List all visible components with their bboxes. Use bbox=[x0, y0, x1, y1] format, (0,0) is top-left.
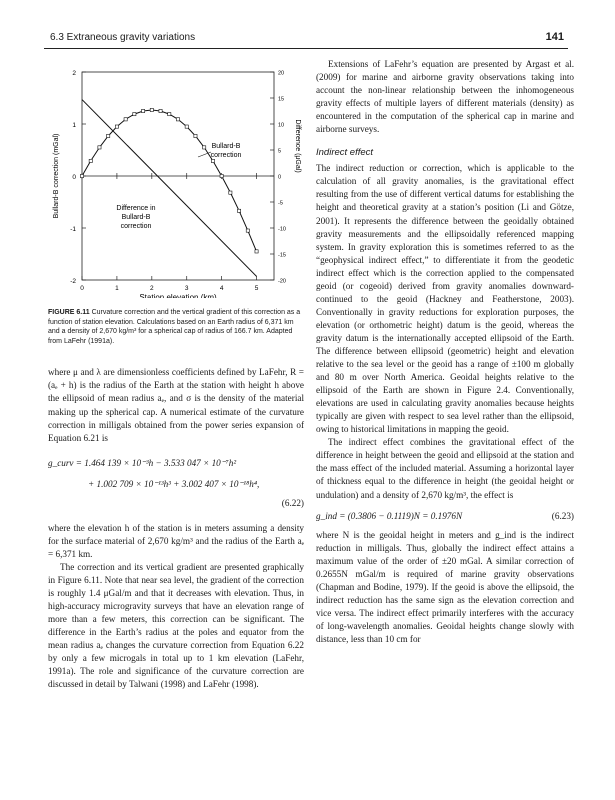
y-right-tick-label: -15 bbox=[278, 252, 286, 259]
x-tick-label: 0 bbox=[80, 285, 84, 292]
y-right-tick-label: 5 bbox=[278, 148, 282, 155]
paragraph: The correction and its vertical gradient are presented graphically in Figure 6.11. Note that near sea level, the gradient of the correction is roughly 1.4 μGal/m and that it decreases with elevation. Thus, in high-accuracy microgravity surveys that have an elevation range of more than a few meters, this correction can be significant. The difference in the Earth’s radius at the poles and equator from the mean radius aₑ changes the curvature correction from Equation 6.22 by only a few microgals in total up to 1 km elevation (LaFehr, 1991a). The role and significance of the curvature correction are discussed in detail by Talwani (1998) and LaFehr (1998). bbox=[48, 561, 304, 690]
annotation-bullard-b: Bullard-B bbox=[211, 143, 241, 150]
series-bullard-b-point bbox=[141, 109, 144, 112]
y-left-tick-label: -1 bbox=[70, 226, 76, 233]
equation-6-22-line1: g_curv = 1.464 139 × 10⁻³h − 3.533 047 × 10⁻⁷h² bbox=[48, 457, 237, 468]
annotation-bullard-b: correction bbox=[210, 152, 242, 159]
x-tick-label: 5 bbox=[254, 285, 259, 292]
x-tick-label: 3 bbox=[184, 285, 189, 292]
paragraph: The indirect reduction or correction, which is applicable to the calculation of all gravity anomalies, is the gravitational effect resulting from the use of different vertical datums for establishing the height and theoretical gravity at a station’s position (Li and Götze, 2001). It represents the difference between the geoidally obtained gravity measurements and the ellipsoidally referenced mapping system. In gravity exploration this is sometimes referred to as the “geophysical indirect effect,” to differentiate it from the geodetic indirect effect which is the correction applied to the compensated geoid (or cogeoid) derived from gravity anomalies downward-continued to the geoid (Hackney and Featherstone, 2003). Conventionally in gravity reductions for exploration purposes, the elevation (or orthometric height) datum is the geoid, whereas the gravity datum is the internationally accepted ellipsoid of the Earth. The difference between ellipsoid (geometric) height and elevation relative to the sea level or the geoid has a range of ±100 m globally and 80 m over North America. Geoidal heights relative to the ellipsoid of the Earth are shown in Figure 2.4. Conventionally, elevations are used in calculating gravity anomalies because heights typically are given with respect to sea level rather than the ellipsoid, owing to historical limitations in mapping the geoid. bbox=[316, 163, 574, 435]
annotation-difference: Bullard-B bbox=[121, 214, 151, 221]
series-bullard-b-line bbox=[82, 110, 257, 251]
series-bullard-b-point bbox=[237, 209, 240, 212]
series-bullard-b-point bbox=[255, 250, 258, 253]
figure-label: FIGURE 6.11 bbox=[48, 309, 90, 316]
y-left-tick-label: 2 bbox=[72, 70, 76, 77]
series-bullard-b-point bbox=[194, 134, 197, 137]
figure-caption bbox=[48, 308, 304, 346]
figure-6-11 bbox=[48, 58, 304, 298]
y-right-tick-label: 15 bbox=[278, 96, 285, 103]
x-tick-label: 2 bbox=[150, 285, 154, 292]
y-left-tick-label: -2 bbox=[70, 278, 76, 285]
equation-6-22-line2 bbox=[48, 478, 304, 491]
annotation-difference: Difference in bbox=[116, 205, 156, 212]
right-column bbox=[316, 58, 574, 646]
y-left-tick-label: 1 bbox=[72, 122, 76, 129]
series-difference-line bbox=[82, 100, 257, 277]
paragraph: where the elevation h of the station is in meters assuming a density for the surface material of 2,670 kg/m³ and the radius of the Earth aₑ = 6,371 km. bbox=[48, 522, 304, 559]
series-bullard-b-point bbox=[150, 108, 153, 111]
equation-number: (6.23) bbox=[551, 510, 574, 521]
series-bullard-b-point bbox=[176, 118, 179, 121]
x-tick-label: 4 bbox=[219, 285, 224, 292]
y-right-axis-label: Difference (μGal) bbox=[294, 119, 301, 173]
curvature-chart bbox=[48, 58, 304, 298]
y-right-tick-label: 0 bbox=[278, 174, 282, 181]
figure-caption-text: Curvature correction and the vertical gradient of this correction as a function of station elevation. Calculations based on an Earth radius of 6,371 km and a density of 2,670 kg/m³ for a spherical cap of radius of 166.7 km. Adapted from LaFehr (1991a). bbox=[48, 309, 301, 345]
equation-number: (6.22) bbox=[281, 497, 304, 508]
series-bullard-b-point bbox=[80, 174, 83, 177]
equation-6-22-line2-text: + 1.002 709 × 10⁻¹³h³ + 3.002 407 × 10⁻¹⁸h⁴, bbox=[88, 478, 260, 489]
x-axis-label: Station elevation (km) bbox=[139, 293, 217, 298]
y-left-axis-label: Bullard-B correction (mGal) bbox=[53, 133, 60, 219]
equation-6-22-number-row bbox=[48, 497, 304, 510]
equation-6-23-text: g_ind = (0.3806 − 0.1119)N = 0.1976N bbox=[316, 510, 463, 521]
series-bullard-b-point bbox=[203, 146, 206, 149]
page-number: 141 bbox=[545, 31, 564, 43]
y-left-tick-label: 0 bbox=[72, 174, 76, 181]
section-title: 6.3 Extraneous gravity variations bbox=[50, 32, 196, 43]
series-bullard-b-point bbox=[98, 146, 101, 149]
series-bullard-b-point bbox=[220, 174, 223, 177]
subheading-indirect-effect: Indirect effect bbox=[316, 147, 374, 159]
series-bullard-b-point bbox=[133, 113, 136, 116]
series-bullard-b-point bbox=[124, 118, 127, 121]
left-column bbox=[48, 58, 304, 691]
y-right-tick-label: -20 bbox=[278, 278, 286, 285]
series-bullard-b-point bbox=[89, 159, 92, 162]
equation-6-23 bbox=[316, 510, 574, 523]
series-bullard-b-point bbox=[168, 113, 171, 116]
y-right-tick-label: 20 bbox=[278, 70, 285, 77]
running-header bbox=[44, 30, 568, 49]
y-right-tick-label: 10 bbox=[278, 122, 285, 129]
series-bullard-b-point bbox=[229, 191, 232, 194]
series-bullard-b-point bbox=[246, 229, 249, 232]
paragraph: where N is the geoidal height in meters and g_ind is the indirect reduction in milligals. Thus, globally the indirect effect attains a maximum value of the order of ±20 mGal. A similar correction of 0.2655N mGal/m is required of marine gravity observations (Chapman and Bodine, 1979). If the geoid is above the ellipsoid, the indirect reduction has the same sign as the elevation correction and vice versa. The indirect effect primarily interferes with the accuracy of long-wavelength anomalies. Geoidal heights change slowly with distance, less than 10 cm for bbox=[316, 529, 574, 644]
series-bullard-b-point bbox=[159, 109, 162, 112]
y-right-tick-label: -10 bbox=[278, 226, 286, 233]
series-bullard-b-point bbox=[107, 134, 110, 137]
series-bullard-b-point bbox=[185, 125, 188, 128]
annotation-difference: correction bbox=[120, 223, 152, 230]
series-bullard-b-point bbox=[211, 159, 214, 162]
paragraph: where μ and λ are dimensionless coefficients defined by LaFehr, R = (aₑ + h) is the radius of the Earth at the station with height h above the ellipsoid of mean radius aₑ, and σ is the density of the material making up the spherical cap. A numerical estimate of the curvature correction in milligals obtained from the power series expansion of Equation 6.21 is bbox=[48, 367, 304, 443]
series-bullard-b-point bbox=[115, 125, 118, 128]
paragraph: The indirect effect combines the gravitational effect of the difference in height between the geoid and ellipsoid at the station and the mass effect of the included material. Assuming a horizontal layer of thickness equal to the difference in height (the geoidal height or undulation) and a density of 2,670 kg/m³, the effect is bbox=[316, 437, 574, 500]
x-tick-label: 1 bbox=[115, 285, 119, 292]
y-right-tick-label: -5 bbox=[278, 200, 283, 207]
paragraph: Extensions of LaFehr’s equation are presented by Argast et al. (2009) for marine and airborne gravity observations taking into account the non-linear relationship between the inhomogeneous gravity effects of multiple layers of different materials (density) as encountered in the computation of the spherical cap in marine and airborne surveys. bbox=[316, 59, 574, 135]
